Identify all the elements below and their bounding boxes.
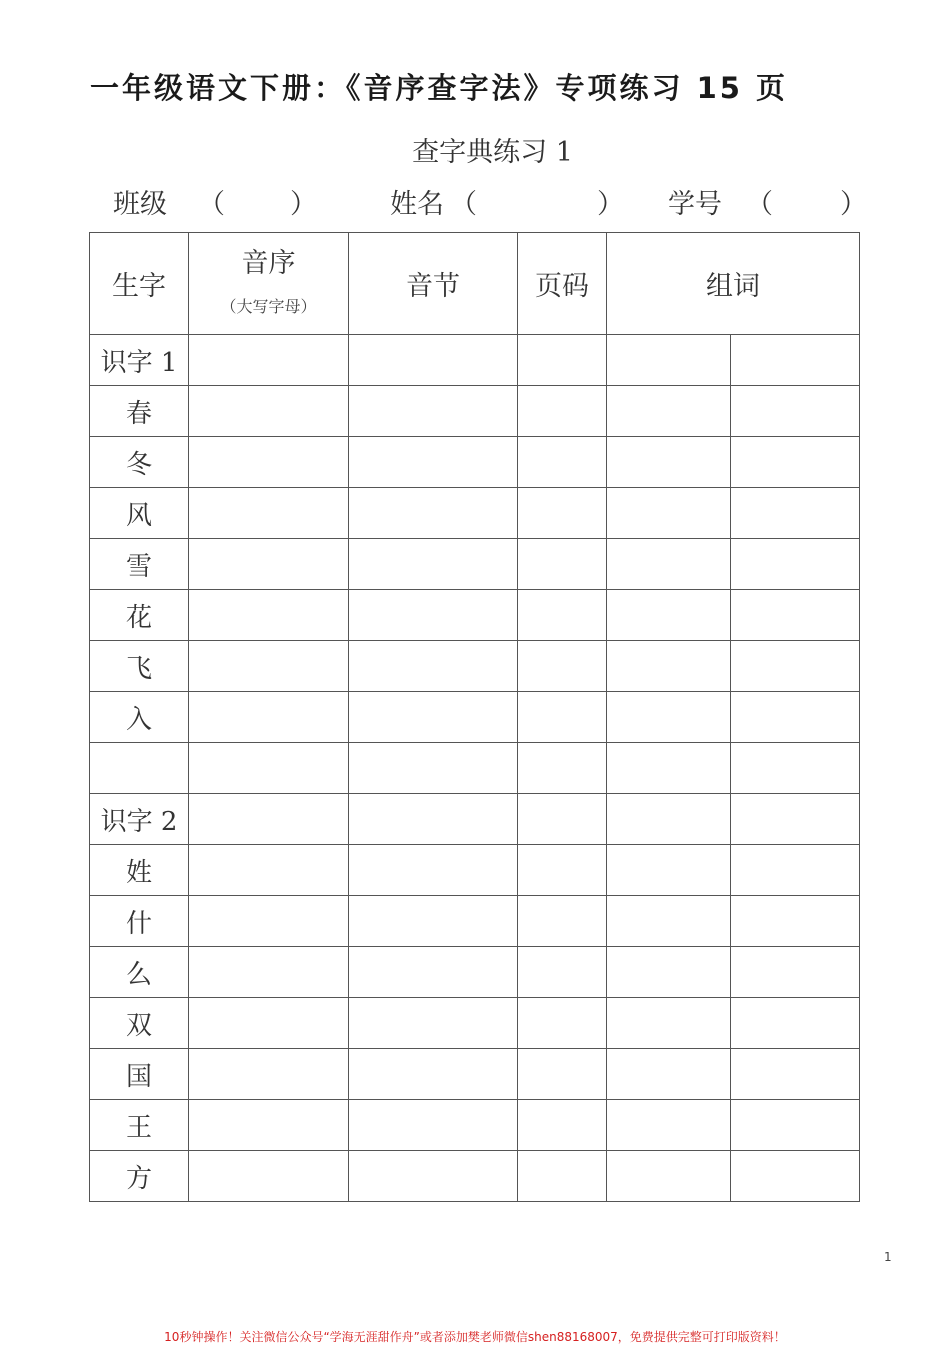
syllable-cell[interactable]: [349, 539, 518, 590]
student-info-row: [0, 182, 950, 222]
section-label: 识字 1: [90, 335, 189, 386]
order-cell[interactable]: [189, 641, 349, 692]
word-cell[interactable]: [607, 896, 731, 947]
order-cell[interactable]: [189, 437, 349, 488]
table-row: [90, 488, 860, 539]
page-cell[interactable]: [518, 590, 607, 641]
order-cell[interactable]: [189, 794, 349, 845]
char-cell: 风: [90, 488, 189, 539]
word-cell[interactable]: [607, 743, 731, 794]
word-cell[interactable]: [607, 794, 731, 845]
char-cell: 花: [90, 590, 189, 641]
header-syllable: 音节: [349, 233, 518, 335]
word-cell[interactable]: [607, 641, 731, 692]
word-cell[interactable]: [607, 1049, 731, 1100]
word-cell[interactable]: [731, 1151, 860, 1202]
word-cell[interactable]: [731, 335, 860, 386]
word-cell[interactable]: [607, 1151, 731, 1202]
header-order-note: （大写字母）: [220, 296, 317, 316]
table-row: [90, 386, 860, 437]
page-cell[interactable]: [518, 488, 607, 539]
syllable-cell[interactable]: [349, 335, 518, 386]
char-cell: 么: [90, 947, 189, 998]
page-number: 1: [884, 1250, 892, 1264]
word-cell[interactable]: [607, 845, 731, 896]
word-cell[interactable]: [607, 947, 731, 998]
table-header-row: [90, 233, 860, 335]
char-cell: 方: [90, 1151, 189, 1202]
word-cell[interactable]: [607, 488, 731, 539]
page-cell[interactable]: [518, 641, 607, 692]
word-cell[interactable]: [731, 590, 860, 641]
word-cell[interactable]: [731, 998, 860, 1049]
order-cell[interactable]: [189, 488, 349, 539]
page-cell[interactable]: [518, 794, 607, 845]
char-cell: 国: [90, 1049, 189, 1100]
number-paren-open: （: [746, 189, 773, 220]
table-row: [90, 437, 860, 488]
syllable-cell[interactable]: [349, 998, 518, 1049]
table-row: [90, 1151, 860, 1202]
order-cell[interactable]: [189, 947, 349, 998]
syllable-cell[interactable]: [349, 743, 518, 794]
page-cell[interactable]: [518, 1049, 607, 1100]
practice-table: [89, 232, 860, 1202]
char-cell: 双: [90, 998, 189, 1049]
word-cell[interactable]: [731, 896, 860, 947]
word-cell[interactable]: [731, 488, 860, 539]
page-cell[interactable]: [518, 896, 607, 947]
char-cell: 春: [90, 386, 189, 437]
word-cell[interactable]: [607, 335, 731, 386]
page-cell[interactable]: [518, 998, 607, 1049]
order-cell[interactable]: [189, 896, 349, 947]
char-cell: 什: [90, 896, 189, 947]
main-title: 一年级语文下册：《音序查字法》专项练习 15 页: [90, 71, 789, 105]
word-cell[interactable]: [731, 386, 860, 437]
order-cell[interactable]: [189, 998, 349, 1049]
word-cell[interactable]: [731, 437, 860, 488]
order-cell[interactable]: [189, 692, 349, 743]
char-cell: 雪: [90, 539, 189, 590]
order-cell[interactable]: [189, 335, 349, 386]
name-label: 姓名: [390, 189, 444, 220]
table-row: [90, 947, 860, 998]
order-cell[interactable]: [189, 590, 349, 641]
page-cell[interactable]: [518, 743, 607, 794]
syllable-cell[interactable]: [349, 386, 518, 437]
footer-notice: 10秒钟操作！关注微信公众号“学海无涯甜作舟”或者添加樊老师微信shen88168007，免费提供完整可打印版资料！: [164, 1330, 786, 1344]
syllable-cell[interactable]: [349, 692, 518, 743]
table-row: [90, 845, 860, 896]
syllable-cell[interactable]: [349, 488, 518, 539]
word-cell[interactable]: [607, 386, 731, 437]
page-cell[interactable]: [518, 1151, 607, 1202]
syllable-cell[interactable]: [349, 947, 518, 998]
word-cell[interactable]: [731, 539, 860, 590]
order-cell[interactable]: [189, 1151, 349, 1202]
header-order: [189, 233, 349, 335]
header-order-label: 音序: [241, 247, 296, 279]
word-cell[interactable]: [607, 998, 731, 1049]
order-cell[interactable]: [189, 845, 349, 896]
table-row: [90, 335, 860, 386]
table-row: [90, 896, 860, 947]
table-row: [90, 1100, 860, 1151]
word-cell[interactable]: [607, 437, 731, 488]
word-cell[interactable]: [607, 590, 731, 641]
syllable-cell[interactable]: [349, 437, 518, 488]
table-row: [90, 794, 860, 845]
word-cell[interactable]: [731, 692, 860, 743]
order-cell[interactable]: [189, 1100, 349, 1151]
header-page: 页码: [518, 233, 607, 335]
page-cell[interactable]: [518, 1100, 607, 1151]
word-cell[interactable]: [607, 692, 731, 743]
char-cell: 姓: [90, 845, 189, 896]
page-cell[interactable]: [518, 386, 607, 437]
syllable-cell[interactable]: [349, 590, 518, 641]
char-cell: 入: [90, 692, 189, 743]
word-cell[interactable]: [731, 794, 860, 845]
sub-title: 查字典练习 1: [412, 137, 573, 168]
word-cell[interactable]: [731, 641, 860, 692]
number-paren-close: ）: [840, 189, 867, 220]
syllable-cell[interactable]: [349, 794, 518, 845]
class-paren-close: ）: [290, 189, 317, 220]
section-label: 识字 2: [90, 794, 189, 845]
page-cell[interactable]: [518, 437, 607, 488]
table-row: [90, 590, 860, 641]
table-row: [90, 692, 860, 743]
page-cell[interactable]: [518, 947, 607, 998]
char-cell: [90, 743, 189, 794]
order-cell[interactable]: [189, 386, 349, 437]
syllable-cell[interactable]: [349, 1049, 518, 1100]
header-words: 组词: [607, 233, 860, 335]
table-row: [90, 1049, 860, 1100]
name-paren-close: ）: [597, 189, 624, 220]
number-label: 学号: [668, 189, 722, 220]
char-cell: 冬: [90, 437, 189, 488]
class-paren-open: （: [198, 189, 225, 220]
page-cell[interactable]: [518, 692, 607, 743]
syllable-cell[interactable]: [349, 641, 518, 692]
class-label: 班级: [113, 189, 167, 220]
word-cell[interactable]: [731, 947, 860, 998]
order-cell[interactable]: [189, 743, 349, 794]
char-cell: 飞: [90, 641, 189, 692]
order-cell[interactable]: [189, 539, 349, 590]
syllable-cell[interactable]: [349, 1151, 518, 1202]
page-cell[interactable]: [518, 335, 607, 386]
table-row: [90, 539, 860, 590]
char-cell: 王: [90, 1100, 189, 1151]
word-cell[interactable]: [607, 1100, 731, 1151]
header-char: 生字: [90, 233, 189, 335]
word-cell[interactable]: [731, 1049, 860, 1100]
name-paren-open: （: [450, 189, 477, 220]
table-row: [90, 743, 860, 794]
word-cell[interactable]: [607, 539, 731, 590]
table-row: [90, 641, 860, 692]
syllable-cell[interactable]: [349, 896, 518, 947]
syllable-cell[interactable]: [349, 1100, 518, 1151]
word-cell[interactable]: [731, 1100, 860, 1151]
syllable-cell[interactable]: [349, 845, 518, 896]
page-cell[interactable]: [518, 539, 607, 590]
table-row: [90, 998, 860, 1049]
page-cell[interactable]: [518, 845, 607, 896]
order-cell[interactable]: [189, 1049, 349, 1100]
word-cell[interactable]: [731, 845, 860, 896]
word-cell[interactable]: [731, 743, 860, 794]
